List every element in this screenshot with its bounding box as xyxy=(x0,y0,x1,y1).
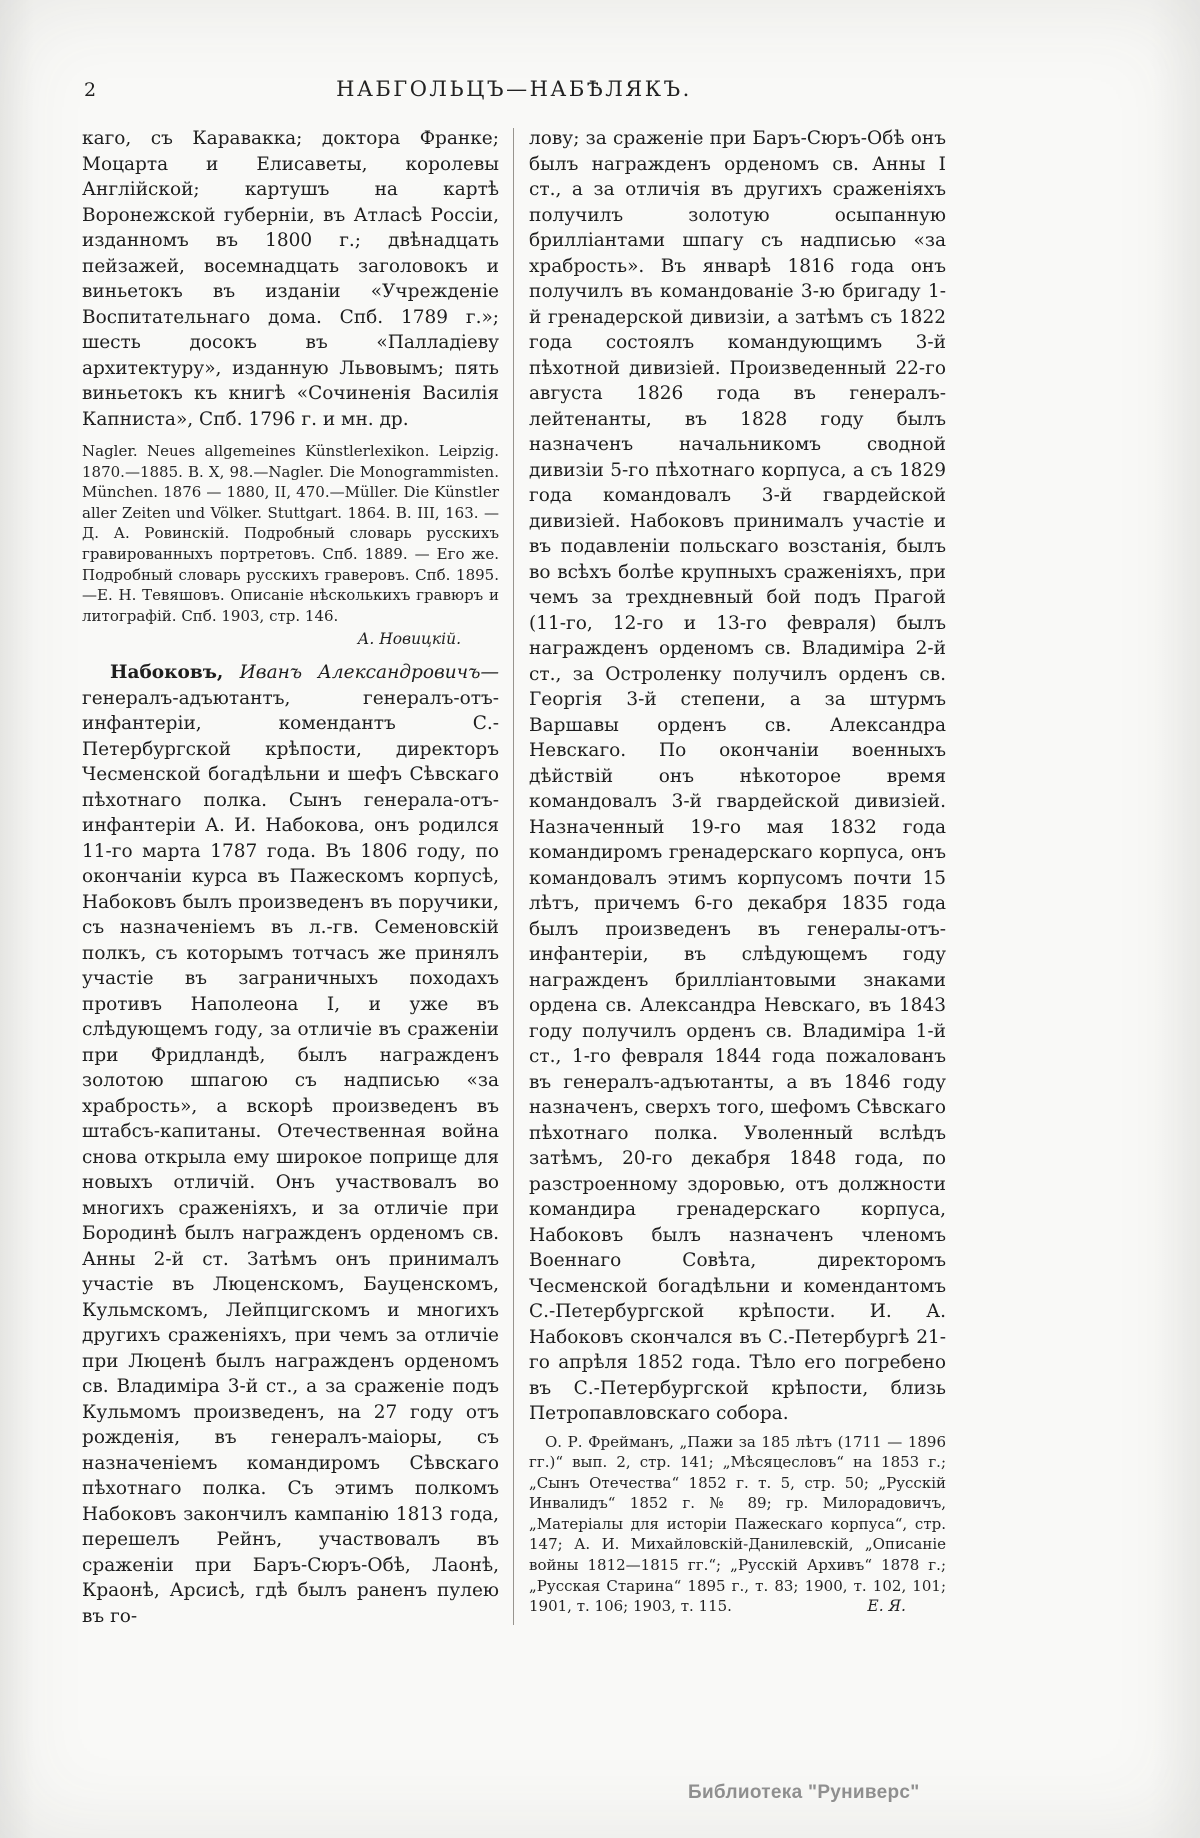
right-bibliography-text: О. Р. Фрейманъ, „Пажи за 185 лѣтъ (1711 — 1896 гг.)“ вып. 2, стр. 141; „Мѣсяцесловъ“ на 1853 г.; „Сынъ Отечества“ 1852 г. т. 5, стр. 50; „Русскій Инвалидъ“ 1852 г. № 89; гр. Милорадовичъ, „Матеріалы для исторіи Пажескаго корпуса“, стр. 147; А. И. Михайловскій-Данилевскій, „Описаніе войны 1812—1815 гг.“; „Русскій Архивъ“ 1878 г.; „Русская Старина“ 1895 г., т. 83; 1900, т. 102, 101; 1901, т. 106; 1903, т. 115. xyxy=(529,1432,946,1616)
continuation-paragraph: каго, съ Каравакка; доктора Франке; Моцарта и Елисаветы, королевы Англійской; картушъ на картѣ Воронежской губерніи, въ Атласѣ Россіи, изданномъ въ 1800 г.; двѣнадцать пейзажей, восемнадцать заголовокъ и виньетокъ въ изданіи «Учрежденіе Воспитательнаго дома. Спб. 1789 г.»; шесть досокъ въ «Палладіеву архитектуру», изданную Львовымъ; пять виньетокъ къ книгѣ «Сочиненія Василія Капниста», Спб. 1796 г. и мн. др. xyxy=(82,128,499,430)
page-content xyxy=(82,72,946,1629)
right-bibliography xyxy=(529,1432,946,1617)
left-column xyxy=(82,126,499,1629)
nabokov-article-paragraph xyxy=(82,660,499,1629)
article-person-name: Иванъ Александровичъ— xyxy=(239,662,499,684)
column-divider-rule xyxy=(513,128,514,1625)
runivers-library-watermark: Библиотека "Руниверс" xyxy=(688,1782,920,1803)
page-number: 2 xyxy=(84,79,97,101)
article-headword: Набоковъ, xyxy=(110,662,240,684)
right-column xyxy=(529,126,946,1629)
running-header-title: НАБГОЛЬЦЪ—НАБѢЛЯКЪ. xyxy=(336,77,692,101)
article-body-left: генералъ-адъютантъ, генералъ-отъ-инфантеріи, комендантъ С.-Петербургской крѣпости, директоръ Чесменской богадѣльни и шефъ Сѣвскаго пѣхотнаго полка. Сынъ генерала-отъ-инфантеріи А. И. Набокова, онъ родился 11-го марта 1787 года. Въ 1806 году, по окончаніи курса въ Пажескомъ корпусѣ, Набоковъ былъ произведенъ въ поручики, съ назначеніемъ въ л.-гв. Семеновскій полкъ, съ которымъ тотчасъ же принялъ участіе въ заграничныхъ походахъ противъ Наполеона I, и уже въ слѣдующемъ году, за отличіе въ сраженіи при Фридландѣ, былъ награжденъ золотою шпагою съ надписью «за храбрость», а вскорѣ произведенъ въ штабсъ-капитаны. Отечественная война снова открыла ему широкое поприще для новыхъ отличій. Онъ участвовалъ во многихъ сраженіяхъ, и за отличіе при Бородинѣ былъ награжденъ орденомъ св. Анны 2-й ст. Затѣмъ онъ принималъ участіе въ Люценскомъ, Бауценскомъ, Кульмскомъ, Лейпцигскомъ и многихъ другихъ сраженіяхъ, при чемъ за отличіе при Люценѣ былъ награжденъ орденомъ св. Владиміра 3-й ст., а за сраженіе подъ Кульмомъ произведенъ, на 27 году отъ рожденія, въ генералъ-маіоры, съ назначеніемъ командиромъ Сѣвскаго пѣхотнаго полка. Съ этимъ полкомъ Набоковъ закончилъ кампанію 1813 года, перешелъ Рейнъ, участвовалъ въ сраженіи при Баръ-Сюръ-Обѣ, Лаонѣ, Краонѣ, Арсисѣ, гдѣ былъ раненъ пулею въ го- xyxy=(82,687,499,1627)
left-bibliography-signature: А. Новицкій. xyxy=(357,630,461,649)
two-column-layout xyxy=(82,126,946,1629)
page-header xyxy=(82,72,946,126)
right-bibliography-signature: Е. Я. xyxy=(867,1597,906,1616)
article-body-right: лову; за сраженіе при Баръ-Сюръ-Обѣ онъ былъ награжденъ орденомъ св. Анны I ст., а за отличія въ другихъ сраженіяхъ получилъ золотую осыпанную брилліантами шпагу съ надписью «за храбрость». Въ январѣ 1816 года онъ получилъ въ командованіе 3-ю бригаду 1-й гренадерской дивизіи, а затѣмъ съ 1822 года состоялъ командующимъ 3-й пѣхотной дивизіей. Произведенный 22-го августа 1826 года въ генералъ-лейтенанты, въ 1828 году былъ назначенъ начальникомъ сводной дивизіи 5-го пѣхотнаго корпуса, а съ 1829 года командовалъ 3-й гвардейской дивизіей. Набоковъ принималъ участіе и въ подавленіи польскаго возстанія, былъ во всѣхъ болѣе крупныхъ сраженіяхъ, при чемъ за трехдневный бой подъ Прагой (11-го, 12-го и 13-го февраля) былъ награжденъ орденомъ св. Владиміра 2-й ст., за Остроленку получилъ орденъ св. Георгія 3-й степени, а за штурмъ Варшавы орденъ св. Александра Невскаго. По окончаніи военныхъ дѣйствій онъ нѣкоторое время командовалъ 3-й гвардейской дивизіей. Назначенный 19-го мая 1832 года командиромъ гренадерскаго корпуса, онъ командовалъ этимъ корпусомъ почти 15 лѣтъ, причемъ 6-го декабря 1835 года былъ произведенъ въ генералы-отъ-инфантеріи, въ слѣдующемъ году награжденъ брилліантовыми знаками ордена св. Александра Невскаго, въ 1843 году получилъ орденъ св. Владиміра 1-й ст., 1-го февраля 1844 года пожалованъ въ генералъ-адъютанты, а въ 1846 году назначенъ, сверхъ того, шефомъ Сѣвскаго пѣхотнаго полка. Уволенный вслѣдъ затѣмъ, 20-го декабря 1848 года, по разстроенному здоровью, отъ должности командира гренадерскаго корпуса, Набоковъ былъ назначенъ членомъ Военнаго Совѣта, директоромъ Чесменской богадѣльни и комендантомъ С.-Петербургской крѣпости. И. А. Набоковъ скончался въ С.-Петербургѣ 21-го апрѣля 1852 года. Тѣло его погребено въ С.-Петербургской крѣпости, близь Петропавловскаго собора. xyxy=(529,128,946,1424)
left-bibliography: Nagler. Neues allgemeines Künstlerlexikon. Leipzig. 1870.—1885. B. X, 98.—Nagler. Die Monogrammisten. München. 1876 — 1880, II, 470.—Müller. Die Künstler aller Zeiten und Völker. Stuttgart. 1864. B. III, 163. — Д. А. Ровинскій. Подробный словарь русскихъ гравированныхъ портретовъ. Спб. 1889. — Его же. Подробный словарь русскихъ граверовъ. Спб. 1895.—Е. Н. Тевяшовъ. Описаніе нѣсколькихъ гравюръ и литографій. Спб. 1903, стр. 146. xyxy=(82,442,499,625)
